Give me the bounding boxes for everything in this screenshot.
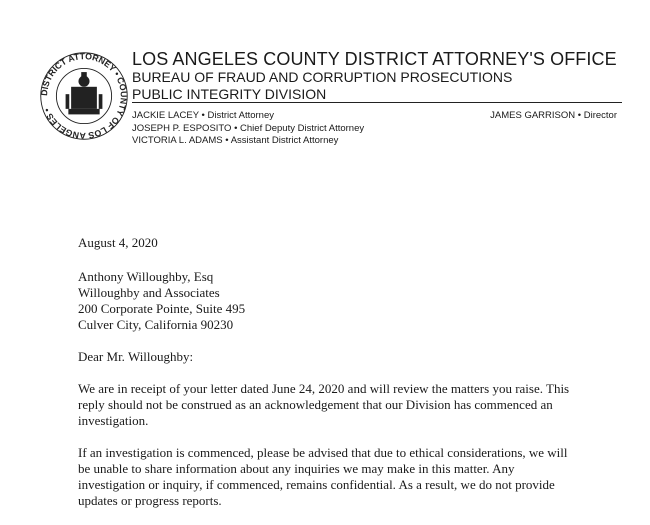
svg-text:DISTRICT ATTORNEY • COUNTY OF: DISTRICT ATTORNEY • COUNTY OF LOS ANGELES • xyxy=(39,51,129,141)
staff-district-attorney: JACKIE LACEY • District Attorney xyxy=(132,110,275,121)
staff-assistant-da: VICTORIA L. ADAMS • Assistant District Attorney xyxy=(132,135,339,146)
county-da-seal-icon xyxy=(38,50,130,142)
office-title: LOS ANGELES COUNTY DISTRICT ATTORNEY'S OFFICE xyxy=(132,49,617,69)
staff-list xyxy=(132,110,364,148)
letter-date: August 4, 2020 xyxy=(78,235,158,250)
header-divider xyxy=(132,102,622,103)
salutation: Dear Mr. Willoughby: xyxy=(78,349,194,364)
body-paragraph: We are in receipt of your letter dated June 24, 2020 and will review the matters you raise. This reply should not be construed as an acknowledgement that our Division has commenced an investigation. xyxy=(78,381,570,428)
recipient-line: Willoughby and Associates xyxy=(78,285,220,300)
body-paragraph: If an investigation is commenced, please be advised that due to ethical considerations, we will be unable to share information about any inquiries we may make in this matter. Any investigation or inquiry, if commenced, remains confidential. As a result, we do not provide updates or progress reports. xyxy=(78,445,568,508)
staff-director: JAMES GARRISON • Director xyxy=(490,110,617,121)
bureau-name: BUREAU OF FRAUD AND CORRUPTION PROSECUTIONS xyxy=(132,69,513,85)
recipient-line: Anthony Willoughby, Esq xyxy=(78,269,214,284)
staff-chief-deputy: JOSEPH P. ESPOSITO • Chief Deputy District Attorney xyxy=(132,122,365,134)
division-name: PUBLIC INTEGRITY DIVISION xyxy=(132,86,327,102)
recipient-line: Culver City, California 90230 xyxy=(78,317,234,332)
letter-body xyxy=(78,235,573,525)
recipient-line: 200 Corporate Pointe, Suite 495 xyxy=(78,301,246,316)
